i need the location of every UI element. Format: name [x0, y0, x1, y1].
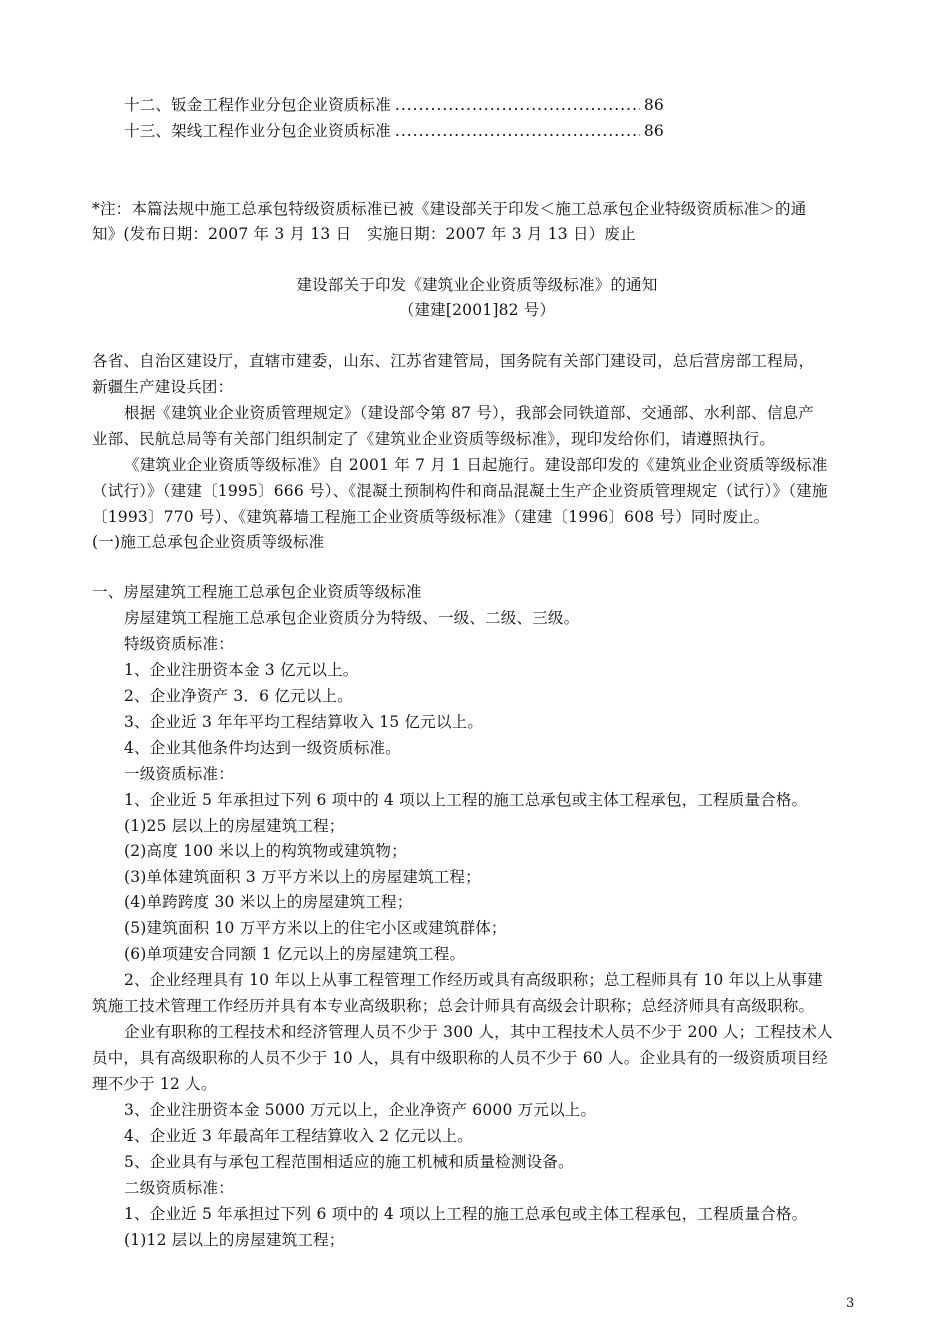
body-line: (1)12 层以上的房屋建筑工程； [124, 1231, 345, 1249]
paragraph-line: 根据《建筑业企业资质管理规定》（建设部令第 87 号），我部会同铁道部、交通部、水利部、信息产 [124, 404, 814, 422]
body-line: 员中，具有高级职称的人员不少于 10 人，具有中级职称的人员不少于 60 人。企业具有的一级资质项目经 [92, 1049, 828, 1067]
paragraph-line: 《建筑业企业资质等级标准》自 2001 年 7 月 1 日起施行。建设部印发的《建筑业企业资质等级标准 [124, 456, 828, 474]
notice-number: （建建[2001]82 号） [398, 301, 556, 319]
addressee-line: 新疆生产建设兵团： [92, 378, 234, 396]
body-line: 3、企业注册资本金 5000 万元以上，企业净资产 6000 万元以上。 [124, 1101, 597, 1119]
body-line: 1、企业注册资本金 3 亿元以上。 [124, 661, 359, 679]
body-line: 2、企业经理具有 10 年以上从事工程管理工作经历或具有高级职称；总工程师具有 10 年以上从事建 [124, 971, 823, 989]
body-line: 4、企业近 3 年最高年工程结算收入 2 亿元以上。 [124, 1127, 473, 1145]
page-number: 3 [846, 1296, 855, 1311]
body-line: 二级资质标准： [124, 1179, 234, 1197]
toc-title: 十二、钣金工程作业分包企业资质标准 [124, 96, 391, 114]
body-line: 3、企业近 3 年年平均工程结算收入 15 亿元以上。 [124, 713, 484, 731]
toc-entry [124, 118, 664, 144]
addressee-line: 各省、自治区建设厅，直辖市建委，山东、江苏省建管局，国务院有关部门建设司，总后营房部工程局， [92, 352, 815, 370]
body-line: 2、企业净资产 3．6 亿元以上。 [124, 687, 353, 705]
body-line: (1)25 层以上的房屋建筑工程； [124, 817, 345, 835]
body-line: (6)单项建安合同额 1 亿元以上的房屋建筑工程。 [124, 945, 466, 963]
toc-title: 十三、架线工程作业分包企业资质标准 [124, 122, 391, 140]
body-line: (5)建筑面积 10 万平方米以上的住宅小区或建筑群体； [124, 919, 507, 937]
section-heading: (一)施工总承包企业资质等级标准 [92, 533, 325, 551]
body-line: 5、企业具有与承包工程范围相适应的施工机械和质量检测设备。 [124, 1153, 574, 1171]
body-line: 房屋建筑工程施工总承包企业资质分为特级、一级、二级、三级。 [124, 609, 580, 627]
body-line: 4、企业其他条件均达到一级资质标准。 [124, 739, 401, 757]
paragraph-line: 业部、民航总局等有关部门组织制定了《建筑业企业资质等级标准》，现印发给你们，请遵照执行。 [92, 430, 776, 448]
section-heading: 一、房屋建筑工程施工总承包企业资质等级标准 [92, 583, 422, 601]
note-line: *注：本篇法规中施工总承包特级资质标准已被《建设部关于印发＜施工总承包企业特级资质标准＞的通 [92, 200, 807, 218]
note-line: 知》(发布日期：2007 年 3 月 13 日 实施日期：2007 年 3 月 13 日）废止 [92, 225, 636, 243]
notice-title: 建设部关于印发《建筑业企业资质等级标准》的通知 [296, 276, 658, 294]
body-line: 特级资质标准： [124, 635, 234, 653]
body-line: (4)单跨跨度 30 米以上的房屋建筑工程； [124, 893, 413, 911]
body-line: 1、企业近 5 年承担过下列 6 项中的 4 项以上工程的施工总承包或主体工程承包，工程质量合格。 [124, 791, 808, 809]
body-line: 筑施工技术管理工作经历并具有本专业高级职称；总会计师具有高级会计职称；总经济师具有高级职称。 [92, 997, 815, 1015]
toc-entry [124, 92, 664, 118]
toc-leader [395, 118, 640, 144]
body-line: 企业有职称的工程技术和经济管理人员不少于 300 人，其中工程技术人员不少于 200 人；工程技术人 [124, 1023, 833, 1041]
body-line: 1、企业近 5 年承担过下列 6 项中的 4 项以上工程的施工总承包或主体工程承包，工程质量合格。 [124, 1205, 808, 1223]
toc-page: 86 [643, 96, 664, 114]
paragraph-line: （试行）》（建建〔1995〕666 号）、《混凝土预制构件和商品混凝土生产企业资质管理规定（试行）》（建施 [92, 482, 828, 500]
body-line: 理不少于 12 人。 [92, 1075, 217, 1093]
body-line: (2)高度 100 米以上的构筑物或建筑物； [124, 842, 407, 860]
toc-page: 86 [643, 122, 664, 140]
body-line: 一级资质标准： [124, 765, 234, 783]
body-line: (3)单体建筑面积 3 万平方米以上的房屋建筑工程； [124, 868, 481, 886]
paragraph-line: 〔1993〕770 号）、《建筑幕墙工程施工企业资质等级标准》（建建〔1996〕608 号）同时废止。 [92, 508, 770, 526]
toc-leader [395, 92, 640, 118]
